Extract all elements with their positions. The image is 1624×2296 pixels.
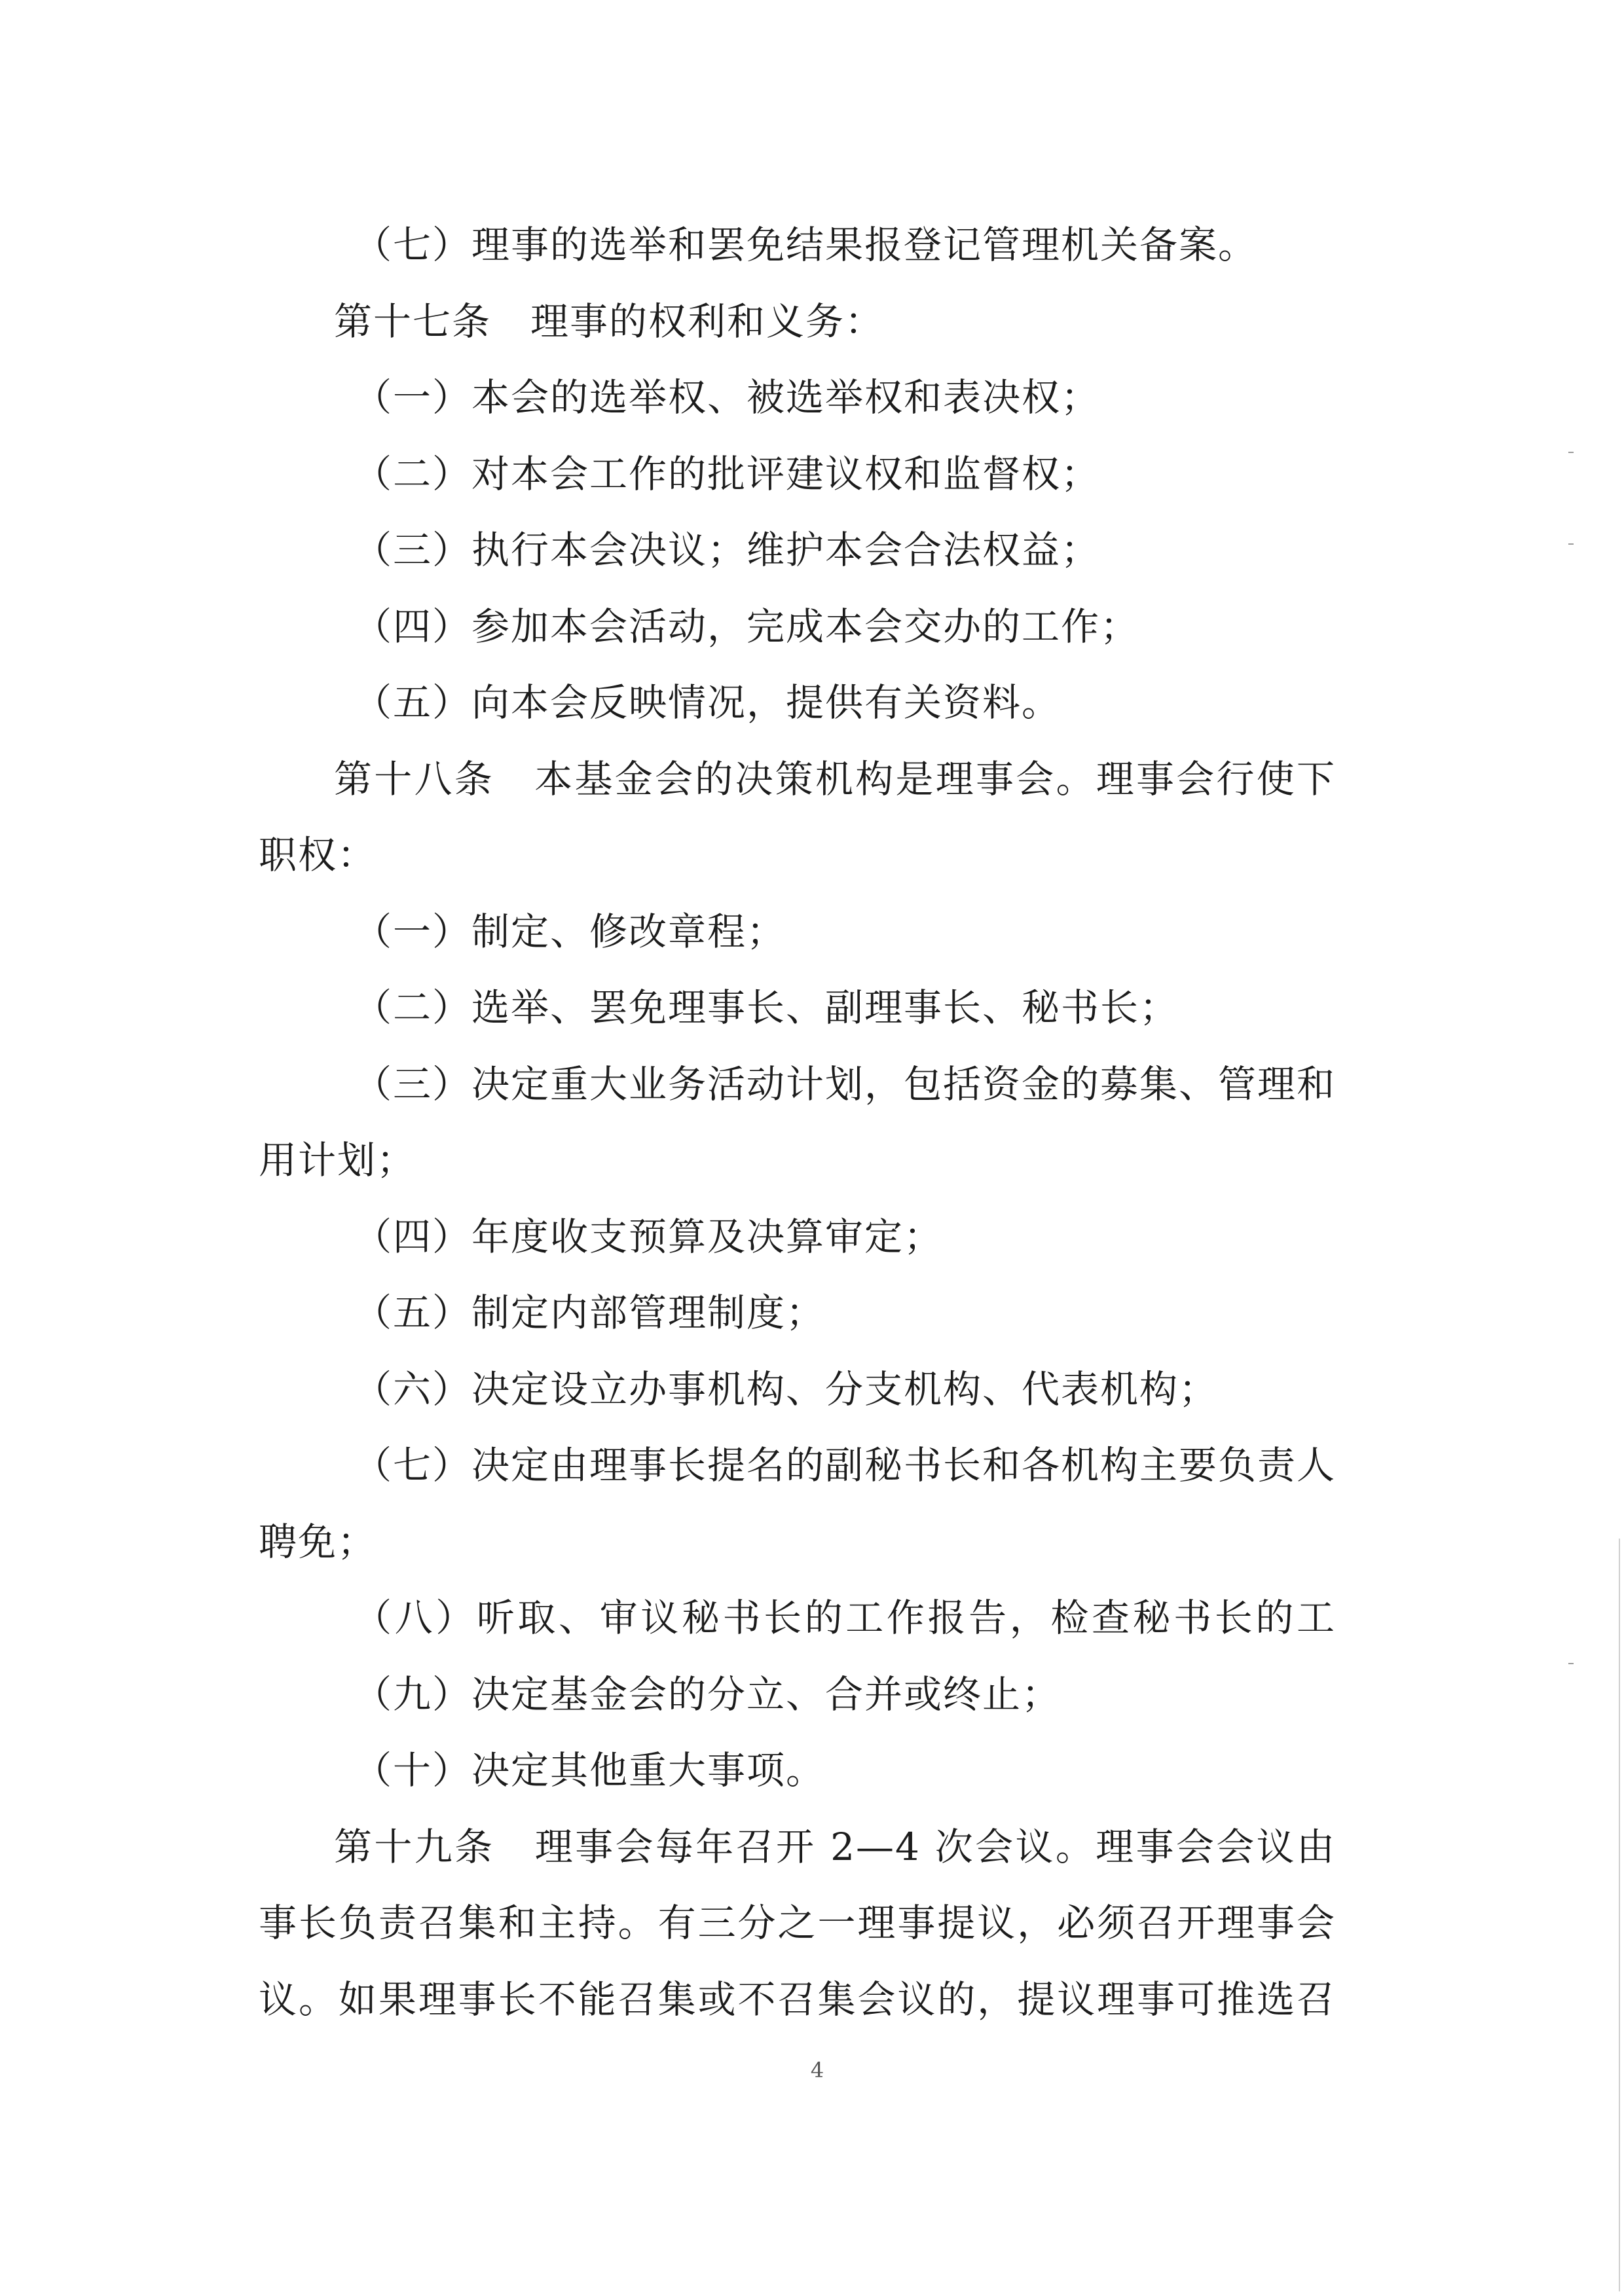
article-17-heading: 第十七条 理事的权利和义务： (334, 299, 885, 344)
article-17-item-2: （二）对本会工作的批评建议权和监督权； (354, 452, 1101, 496)
article-19-line-3: 议。如果理事长不能召集或不召集会议的，提议理事可推选召 (259, 1977, 1336, 2022)
article-18-heading-cont: 职权： (259, 833, 377, 877)
scan-mark (1568, 452, 1574, 453)
article-18-item-5: （五）制定内部管理制度； (354, 1290, 826, 1335)
scan-edge (1619, 1539, 1620, 2291)
article-18-item-7: （七）决定由理事长提名的副秘书长和各机构主要负责人 (354, 1443, 1336, 1487)
article-19-line-2: 事长负责召集和主持。有三分之一理事提议，必须召开理事会 (259, 1901, 1336, 1945)
article-18-heading: 第十八条 本基金会的决策机构是理事会。理事会行使下 (334, 757, 1336, 801)
scan-mark (1568, 543, 1574, 545)
article-17-item-4: （四）参加本会活动，完成本会交办的工作； (354, 604, 1140, 649)
article-18-item-3-cont: 用计划； (259, 1138, 416, 1182)
article-18-item-1: （一）制定、修改章程； (354, 909, 786, 954)
article-18-item-9: （九）决定基金会的分立、合并或终止； (354, 1672, 1061, 1717)
scan-mark (1568, 1663, 1574, 1664)
article-17-item-5: （五）向本会反映情况，提供有关资料。 (354, 680, 1061, 725)
article-19-line-1: 第十九条 理事会每年召开 2—4 次会议。理事会会议由 (334, 1825, 1336, 1869)
item-7-filing: （七）理事的选举和罢免结果报登记管理机关备案。 (354, 223, 1258, 267)
article-18-item-3: （三）决定重大业务活动计划，包括资金的募集、管理和 (354, 1062, 1336, 1106)
article-18-item-7-cont: 聘免； (259, 1520, 377, 1564)
page-number: 4 (810, 2058, 824, 2083)
article-18-item-8: （八）听取、审议秘书长的工作报告，检查秘书长的工 (354, 1595, 1336, 1640)
article-18-item-10: （十）决定其他重大事项。 (354, 1748, 826, 1793)
article-18-item-4: （四）年度收支预算及决算审定； (354, 1214, 944, 1259)
article-17-item-3: （三）执行本会决议；维护本会合法权益； (354, 528, 1101, 572)
article-18-item-6: （六）决定设立办事机构、分支机构、代表机构； (354, 1367, 1219, 1412)
article-18-item-2: （二）选举、罢免理事长、副理事长、秘书长； (354, 985, 1179, 1030)
article-17-item-1: （一）本会的选举权、被选举权和表决权； (354, 375, 1101, 420)
